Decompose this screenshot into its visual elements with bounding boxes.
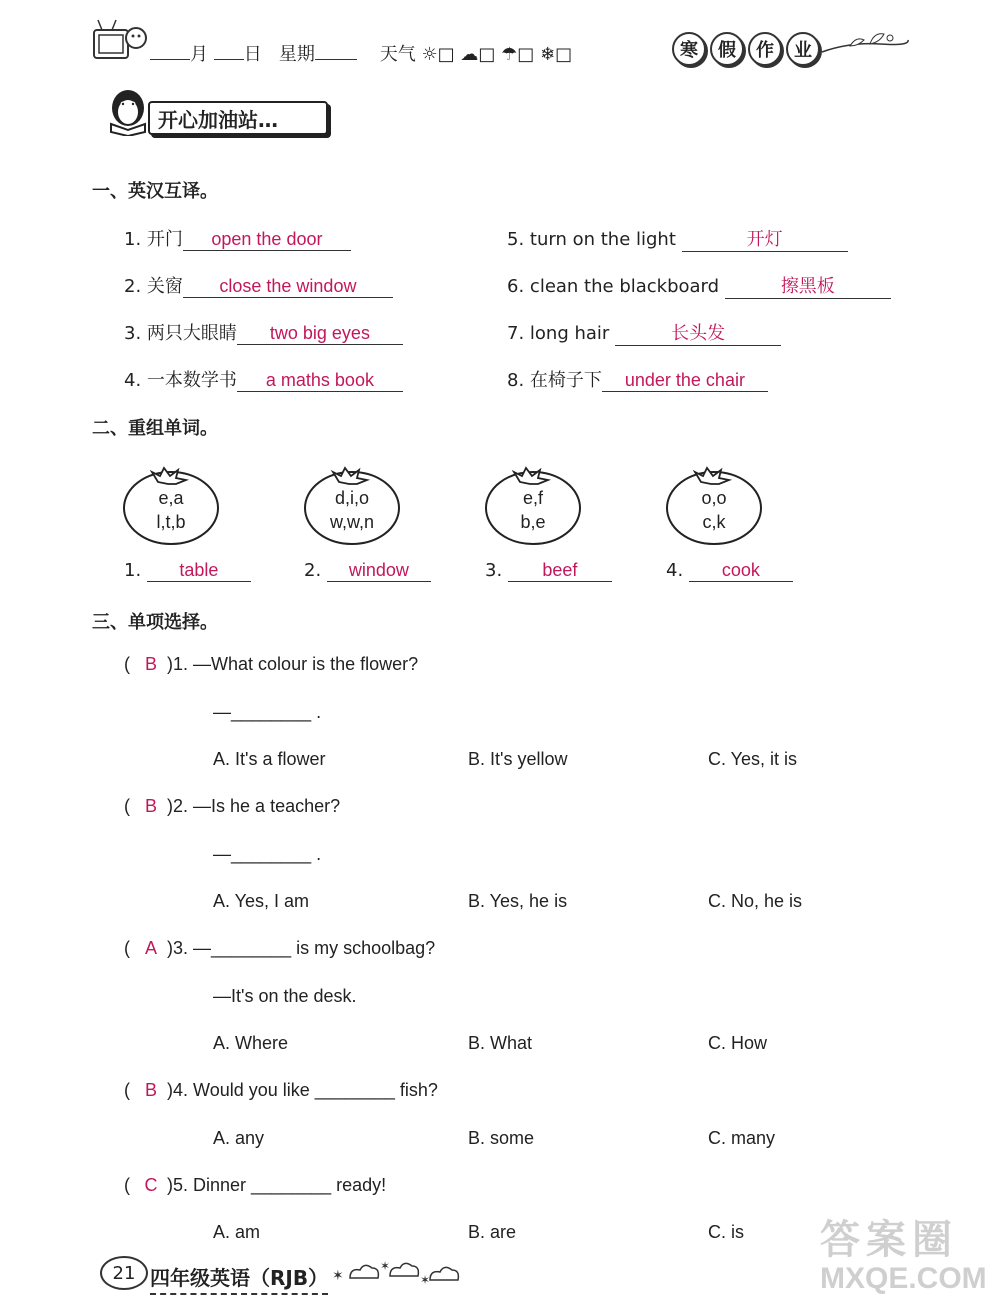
tv-mascot-icon: [90, 16, 150, 68]
cloud-decoration-icon: [332, 1258, 462, 1292]
week-label: 星期: [278, 44, 315, 65]
choice-answer[interactable]: B: [144, 796, 157, 816]
question-line2: —________ .: [213, 844, 322, 864]
section-banner: [148, 101, 328, 135]
badge-char: 作: [748, 32, 782, 66]
watermark-logo: [820, 1218, 996, 1302]
choice-question-5: ( C )5. Dinner ________ ready!: [124, 1175, 387, 1195]
badge-char: 业: [786, 32, 820, 66]
watermark-line1: 答案圈: [820, 1217, 958, 1263]
translate-item-1: 1. 开门 open the door: [124, 225, 351, 251]
page-number: 21: [112, 1262, 136, 1284]
weather-label: 天气: [379, 44, 416, 65]
snow-icon[interactable]: ❄□: [540, 44, 573, 65]
translate-item-3: 3. 两只大眼睛 two big eyes: [124, 319, 403, 345]
answer-field[interactable]: a maths book: [237, 370, 403, 392]
section3-title: 三、单项选择。: [92, 612, 218, 633]
translate-item-8: 8. 在椅子下 under the chair: [507, 366, 768, 392]
option-b[interactable]: B. are: [468, 1222, 517, 1242]
letters-row-1: e,f: [522, 488, 543, 508]
option-c[interactable]: C. Yes, it is: [708, 749, 798, 769]
svg-text:✶: ✶: [380, 1259, 391, 1273]
option-c[interactable]: C. How: [708, 1033, 768, 1053]
question-stem: —What colour is the flower?: [193, 654, 419, 674]
page-number-badge: [100, 1256, 148, 1290]
choice-question-2: ( B )2. —Is he a teacher?: [124, 796, 341, 816]
cloudy-icon[interactable]: ☁□: [460, 44, 496, 65]
choice-answer[interactable]: A: [144, 938, 157, 958]
footer-book-title: 四年级英语（RJB）: [150, 1262, 328, 1295]
answer-field[interactable]: 开灯: [682, 225, 848, 252]
week-blank[interactable]: [315, 59, 357, 60]
letters-row-1: o,o: [701, 488, 727, 508]
tomato-card-2: [303, 460, 401, 546]
option-a[interactable]: A. Where: [213, 1033, 289, 1053]
option-c[interactable]: C. is: [708, 1222, 744, 1242]
choice-answer[interactable]: B: [144, 1080, 157, 1100]
letters-row-2: w,w,n: [329, 512, 375, 532]
option-b[interactable]: B. Yes, he is: [468, 891, 568, 911]
question-stem: Dinner ________ ready!: [193, 1175, 387, 1195]
answer-field[interactable]: table: [147, 560, 251, 582]
option-b[interactable]: B. some: [468, 1128, 535, 1148]
day-blank[interactable]: [214, 59, 244, 60]
question-stem: —Is he a teacher?: [193, 796, 341, 816]
option-c[interactable]: C. No, he is: [708, 891, 803, 911]
tomato-card-4: [665, 460, 763, 546]
option-a[interactable]: A. am: [213, 1222, 261, 1242]
translate-item-2: 2. 关窗 close the window: [124, 272, 393, 298]
letters-row-1: e,a: [158, 488, 184, 508]
option-a[interactable]: A. It's a flower: [213, 749, 326, 769]
option-c[interactable]: C. many: [708, 1128, 776, 1148]
rain-icon[interactable]: ☂□: [501, 44, 535, 65]
answer-field[interactable]: 擦黑板: [725, 272, 891, 299]
choice-answer[interactable]: C: [144, 1175, 158, 1195]
badge-char: 寒: [672, 32, 706, 66]
banner-text: 开心加油站…: [158, 107, 278, 132]
reorder-answer-2: 2. window: [304, 560, 431, 582]
letters-row-2: c,k: [702, 512, 726, 532]
letters-row-1: d,i,o: [334, 488, 370, 508]
reorder-answer-4: 4. cook: [666, 560, 793, 582]
letters-row-2: b,e: [520, 512, 546, 532]
section1-title: 一、英汉互译。: [92, 181, 218, 202]
section2-title: 二、重组单词。: [92, 418, 218, 439]
date-line: [150, 40, 572, 66]
reorder-answer-3: 3. beef: [485, 560, 612, 582]
tomato-card-3: [484, 460, 582, 546]
penguin-reading-icon: [103, 86, 153, 140]
answer-field[interactable]: 长头发: [615, 319, 781, 346]
answer-field[interactable]: cook: [689, 560, 793, 582]
translate-item-7: 7. long hair 长头发: [507, 319, 781, 346]
reorder-answer-1: 1. table: [124, 560, 251, 582]
question-line2: —________ .: [213, 702, 322, 722]
svg-text:✶: ✶: [420, 1273, 431, 1287]
choice-question-1: ( B )1. —What colour is the flower?: [124, 654, 419, 674]
branch-decoration-icon: [820, 22, 910, 66]
sunny-icon[interactable]: ☼□: [421, 44, 455, 65]
answer-field[interactable]: window: [327, 560, 431, 582]
option-a[interactable]: A. any: [213, 1128, 265, 1148]
day-label: 日: [243, 44, 262, 65]
option-a[interactable]: A. Yes, I am: [213, 891, 310, 911]
translate-item-4: 4. 一本数学书 a maths book: [124, 366, 403, 392]
question-stem: —________ is my schoolbag?: [193, 938, 436, 958]
choice-question-4: ( B )4. Would you like ________ fish?: [124, 1080, 438, 1100]
option-b[interactable]: B. It's yellow: [468, 749, 568, 769]
question-line2: —It's on the desk.: [213, 986, 357, 1006]
answer-field[interactable]: close the window: [183, 276, 393, 298]
translate-item-5: 5. turn on the light 开灯: [507, 225, 848, 252]
option-b[interactable]: B. What: [468, 1033, 533, 1053]
question-stem: Would you like ________ fish?: [193, 1080, 438, 1100]
month-blank[interactable]: [150, 59, 190, 60]
answer-field[interactable]: open the door: [183, 229, 351, 251]
watermark-line2: MXQE.COM: [820, 1262, 987, 1295]
choice-answer[interactable]: B: [144, 654, 157, 674]
badge-char: 假: [710, 32, 744, 66]
winter-homework-badges: [672, 32, 824, 66]
letters-row-2: l,t,b: [156, 512, 186, 532]
translate-item-6: 6. clean the blackboard 擦黑板: [507, 272, 891, 299]
month-label: 月: [190, 44, 208, 65]
choice-question-3: ( A )3. —________ is my schoolbag?: [124, 938, 436, 958]
tomato-card-1: [122, 460, 220, 546]
svg-text:✶: ✶: [332, 1268, 344, 1284]
answer-field[interactable]: under the chair: [602, 370, 768, 392]
answer-field[interactable]: beef: [508, 560, 612, 582]
answer-field[interactable]: two big eyes: [237, 323, 403, 345]
